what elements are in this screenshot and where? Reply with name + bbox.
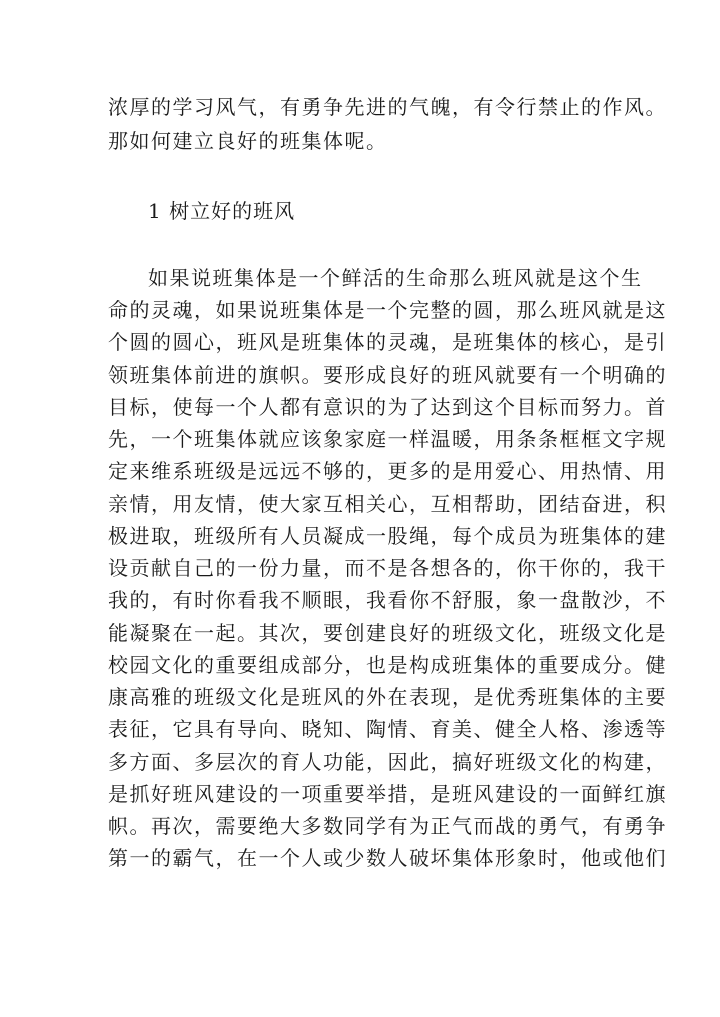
body-line-17: 是抓好班风建设的一项重要举措，是班风建设的一面鲜红旗 <box>108 782 667 806</box>
body-line-7: 定来维系班级是远远不够的，更多的是用爱心、用热情、用 <box>108 459 667 483</box>
body-line-8: 亲情，用友情，使大家互相关心，互相帮助，团结奋进，积 <box>108 492 667 516</box>
body-line-12: 能凝聚在一起。其次，要创建良好的班级文化，班级文化是 <box>108 621 667 645</box>
body-line-2: 命的灵魂，如果说班集体是一个完整的圆，那么班风就是这 <box>108 298 667 322</box>
intro-line-1: 浓厚的学习风气，有勇争先进的气魄，有令行禁止的作风。 <box>108 95 667 119</box>
body-line-3: 个圆的圆心，班风是班集体的灵魂，是班集体的核心，是引 <box>108 330 667 354</box>
body-line-5: 目标，使每一个人都有意识的为了达到这个目标而努力。首 <box>108 395 667 419</box>
body-line-10: 设贡献自己的一份力量，而不是各想各的，你干你的，我干 <box>108 556 667 580</box>
body-line-18: 帜。再次，需要绝大多数同学有为正气而战的勇气，有勇争 <box>108 814 667 838</box>
body-line-15: 表征，它具有导向、晓知、陶情、育美、健全人格、渗透等 <box>108 717 667 741</box>
intro-line-2: 那如何建立良好的班集体呢。 <box>108 129 388 153</box>
body-line-11: 我的，有时你看我不顺眼，我看你不舒服，象一盘散沙，不 <box>108 588 667 612</box>
body-line-4: 领班集体前进的旗帜。要形成良好的班风就要有一个明确的 <box>108 363 667 387</box>
body-line-19: 第一的霸气，在一个人或少数人破坏集体形象时，他或他们 <box>108 846 667 870</box>
body-line-1: 如果说班集体是一个鲜活的生命那么班风就是这个生 <box>148 266 643 290</box>
body-line-14: 康高雅的班级文化是班风的外在表现，是优秀班集体的主要 <box>108 685 667 709</box>
section-heading: 1 树立好的班风 <box>148 199 296 223</box>
body-line-9: 极进取，班级所有人员凝成一股绳，每个成员为班集体的建 <box>108 524 667 548</box>
body-line-6: 先，一个班集体就应该象家庭一样温暖，用条条框框文字规 <box>108 427 667 451</box>
body-line-16: 多方面、多层次的育人功能，因此，搞好班级文化的构建， <box>108 750 667 774</box>
body-line-13: 校园文化的重要组成部分，也是构成班集体的重要成分。健 <box>108 653 667 677</box>
